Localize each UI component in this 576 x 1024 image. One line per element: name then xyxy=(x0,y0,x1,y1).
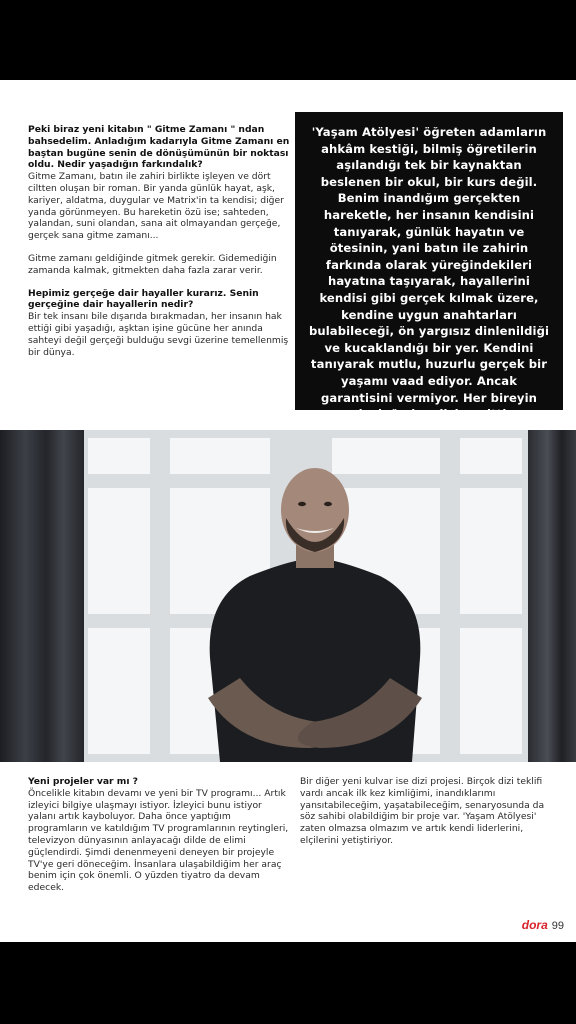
magazine-logo: dora xyxy=(521,918,548,932)
interview-column-bottom-left xyxy=(28,776,290,894)
interview-column-top xyxy=(28,124,290,369)
curtain-right xyxy=(528,430,576,762)
answer-2: Gitme zamanı geldiğinde gitmek gerekir. Gidemediğin zamanda kalmak, gitmekten daha fazla zarar verir. xyxy=(28,252,277,276)
answer-5: Bir diğer yeni kulvar ise dizi projesi. Birçok dizi teklifi vardı ancak ilk kez kimliğimi, inandıklarımı yansıtabileceğim, yaşatabileceğim, senaryosunda da söz sahibi olabildiğim bir proje var. 'Yaşam Atölyesi' zaten olmazsa olmazım ve artık kendi liderlerini, elçilerini yetiştiriyor. xyxy=(300,776,545,846)
curtain-left xyxy=(0,430,84,762)
question-1: Peki biraz yeni kitabın " Gitme Zamanı " ndan bahsedelim. Anladığım kadarıyla Gitme Zamanı en baştan bugüne senin de dönüşümünün bir noktası oldu. Nedir yaşadığın farkındalık? xyxy=(28,124,290,171)
question-3: Yeni projeler var mı ? xyxy=(28,776,139,787)
answer-3: Bir tek insanı bile dışarıda bırakmadan, her insanın hak ettiği gibi yaşadığı, aşktan işine gücüne her anında sahteyi değil gerçeği bulduğu sevgi üzerine temellenmiş bir dünya. xyxy=(28,311,289,358)
page-footer xyxy=(522,918,564,932)
pull-quote: 'Yaşam Atölyesi' öğreten adamların ahkâm kestiği, bilmiş öğretilerin aşılandığı tek bir kaynaktan beslenen bir okul, bir kurs değil. Benim inandığım gerçekten hareketle, her insanın kendisini tanıyarak, günlük hayatın ve ötesinin, yani batın ile zahirin farkında olarak yüreğindekileri hayatına taşıyarak, hayallerini kendisi gibi gerçek kılmak üzere, kendine uygun anahtarları bulabileceği, ön yargısız dinlenildiği ve kucaklandığı bir yer. Kendini tanıyarak mutlu, huzurlu gerçek bir yaşamı vaad ediyor. Ancak garantisini vermiyor. Her bireyin yolculuğu kendisine aittir. xyxy=(295,112,563,410)
answer-4: Öncelikle kitabın devamı ve yeni bir TV programı... Artık izleyici bilgiye ulaşmayı istiyor. İzleyici bunu istiyor yalanı artık kayboluyor. Daha önce yaptığım programların ve katıldığım TV programlarının reytingleri, televizyon dünyasının anlayacağı dilde de elimi güçlendirdi. Şimdi denenmeyeni deneyen bir projeyle TV'ye geri döneceğim. İnsanlara ulaşabildiğim her araç benim için çok önemli. O yüzden tiyatro da devam edecek. xyxy=(28,787,289,894)
portrait-photo xyxy=(0,430,576,762)
person-silhouette xyxy=(200,448,430,762)
question-2: Hepimiz gerçeğe dair hayaller kurarız. Senin gerçeğine dair hayallerin nedir? xyxy=(28,287,259,311)
page-number: 99 xyxy=(551,920,564,932)
answer-1: Gitme Zamanı, batın ile zahiri birlikte işleyen ve dört ciltten oluşan bir roman. Bir yanda günlük hayat, aşk, kariyer, aldatma, duygular ve Matrix'in ta kendisi; diğer yanda görünmeyen. Bu hareketin özü ise; sahteden, yalandan, suni olandan, sana ait olmayandan gerçeğe, gerçek sana gitme zamanı... xyxy=(28,171,284,242)
interview-column-bottom-right xyxy=(300,776,562,847)
magazine-page xyxy=(0,80,576,942)
